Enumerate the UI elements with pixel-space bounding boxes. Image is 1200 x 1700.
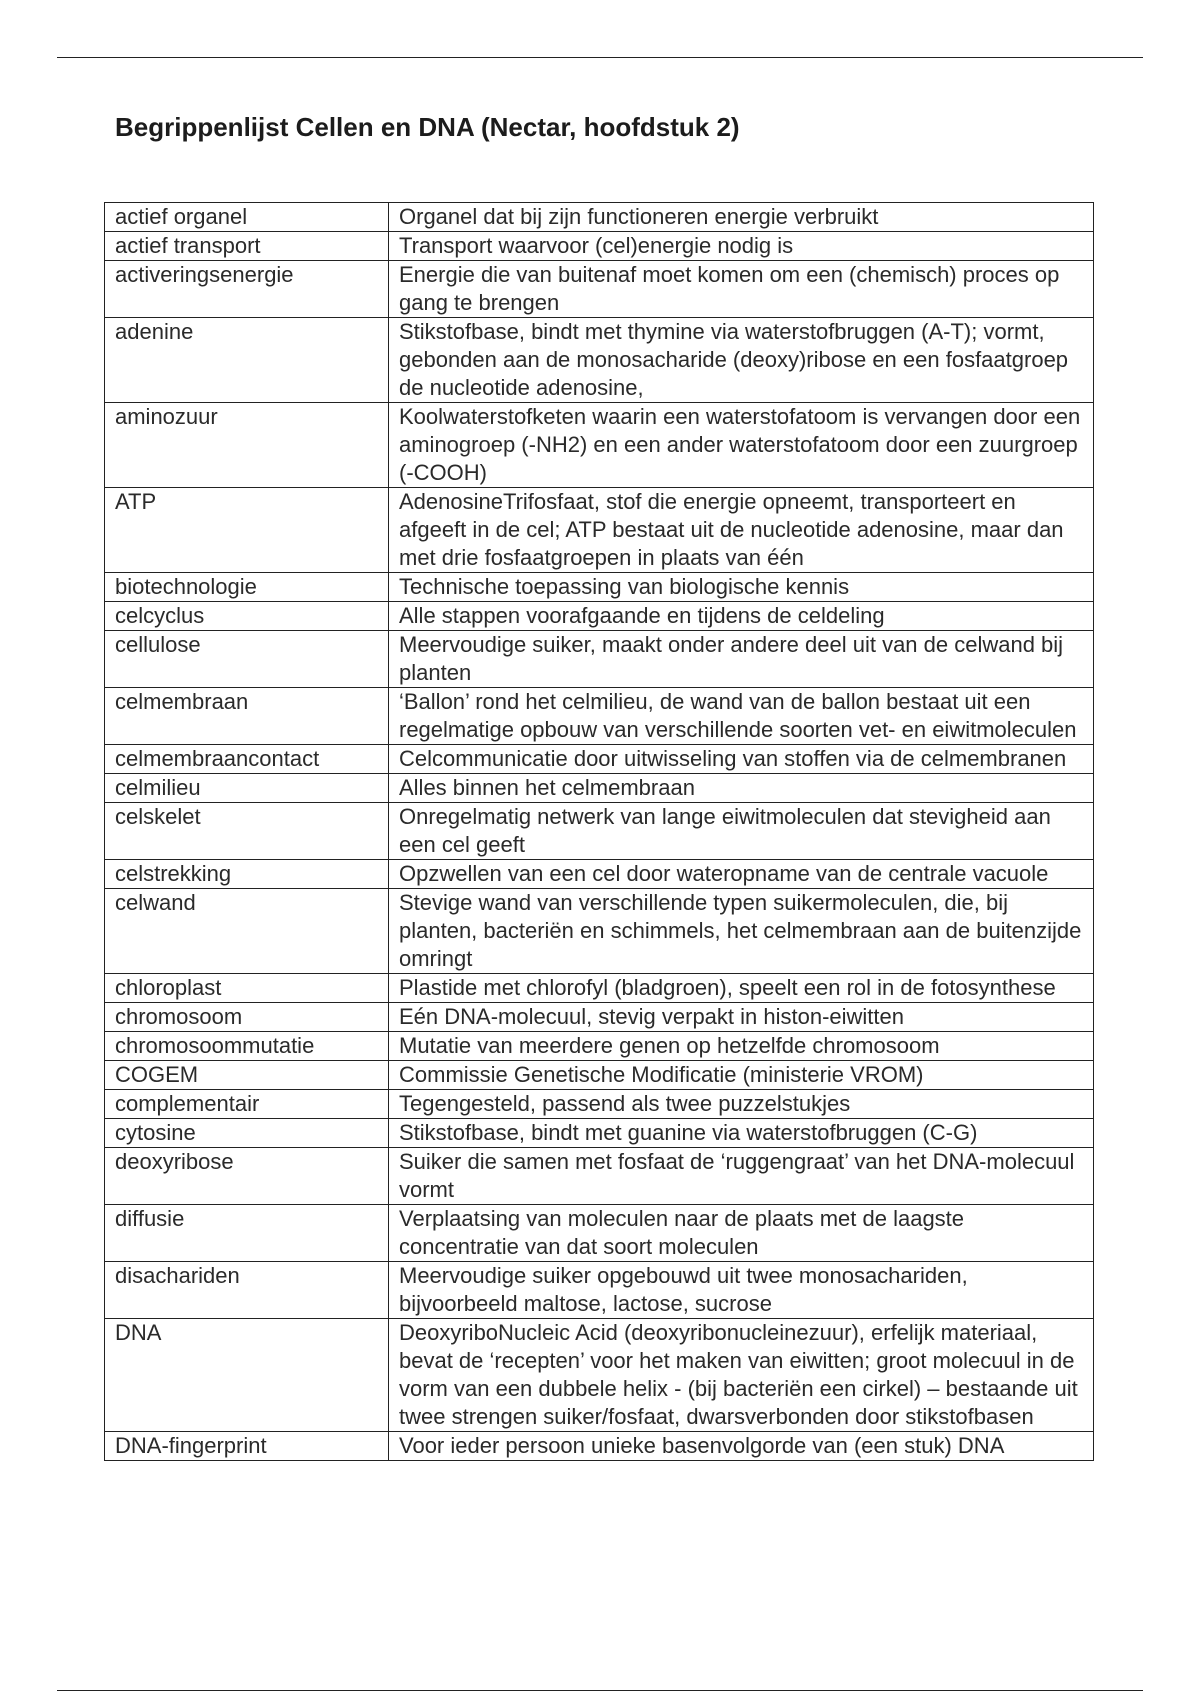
definition-cell: Alle stappen voorafgaande en tijdens de celdeling [389,602,1094,631]
term-cell: biotechnologie [105,573,389,602]
table-row [105,573,1094,602]
definition-cell: Alles binnen het celmembraan [389,774,1094,803]
table-row [105,318,1094,403]
term-cell: adenine [105,318,389,403]
term-cell: diffusie [105,1205,389,1262]
definition-cell: Transport waarvoor (cel)energie nodig is [389,232,1094,261]
term-cell: deoxyribose [105,1148,389,1205]
table-row [105,232,1094,261]
table-row [105,889,1094,974]
table-row [105,803,1094,860]
term-cell: celstrekking [105,860,389,889]
footer-rule [57,1690,1143,1691]
term-cell: cellulose [105,631,389,688]
term-cell: celmilieu [105,774,389,803]
term-cell: celcyclus [105,602,389,631]
table-row [105,860,1094,889]
table-row [105,1090,1094,1119]
table-row [105,1262,1094,1319]
term-cell: disachariden [105,1262,389,1319]
definition-cell: Energie die van buitenaf moet komen om een (chemisch) proces op gang te brengen [389,261,1094,318]
definition-cell: Mutatie van meerdere genen op hetzelfde chromosoom [389,1032,1094,1061]
definition-cell: Stikstofbase, bindt met guanine via waterstofbruggen (C-G) [389,1119,1094,1148]
table-row [105,774,1094,803]
definition-cell: Eén DNA-molecuul, stevig verpakt in histon-eiwitten [389,1003,1094,1032]
definition-cell: Stikstofbase, bindt met thymine via waterstofbruggen (A-T); vormt, gebonden aan de monosacharide (deoxy)ribose en een fosfaatgroep de nucleotide adenosine, [389,318,1094,403]
term-cell: DNA-fingerprint [105,1432,389,1461]
table-row [105,261,1094,318]
header-rule [57,57,1143,58]
table-row [105,1119,1094,1148]
definition-cell: Celcommunicatie door uitwisseling van stoffen via de celmembranen [389,745,1094,774]
definition-cell: Stevige wand van verschillende typen suikermoleculen, die, bij planten, bacteriën en schimmels, het celmembraan aan de buitenzijde omringt [389,889,1094,974]
definition-cell: DeoxyriboNucleic Acid (deoxyribonucleinezuur), erfelijk materiaal, bevat de ‘recepten’ voor het maken van eiwitten; groot molecuul in de vorm van een dubbele helix - (bij bacteriën een cirkel) – bestaande uit twee strengen suiker/fosfaat, dwarsverbonden door stikstofbasen [389,1319,1094,1432]
glossary-table [104,202,1094,1461]
table-row [105,745,1094,774]
definition-cell: Tegengesteld, passend als twee puzzelstukjes [389,1090,1094,1119]
definition-cell: Suiker die samen met fosfaat de ‘ruggengraat’ van het DNA-molecuul vormt [389,1148,1094,1205]
table-row [105,403,1094,488]
term-cell: cytosine [105,1119,389,1148]
definition-cell: ‘Ballon’ rond het celmilieu, de wand van de ballon bestaat uit een regelmatige opbouw van verschillende soorten vet- en eiwitmoleculen [389,688,1094,745]
term-cell: celmembraancontact [105,745,389,774]
term-cell: chromosoom [105,1003,389,1032]
definition-cell: Verplaatsing van moleculen naar de plaats met de laagste concentratie van dat soort moleculen [389,1205,1094,1262]
table-row [105,1205,1094,1262]
term-cell: actief organel [105,203,389,232]
term-cell: celwand [105,889,389,974]
term-cell: COGEM [105,1061,389,1090]
term-cell: complementair [105,1090,389,1119]
definition-cell: Voor ieder persoon unieke basenvolgorde van (een stuk) DNA [389,1432,1094,1461]
definition-cell: Commissie Genetische Modificatie (ministerie VROM) [389,1061,1094,1090]
term-cell: DNA [105,1319,389,1432]
definition-cell: Plastide met chlorofyl (bladgroen), speelt een rol in de fotosynthese [389,974,1094,1003]
table-row [105,1003,1094,1032]
table-row [105,203,1094,232]
term-cell: actief transport [105,232,389,261]
term-cell: ATP [105,488,389,573]
definition-cell: Onregelmatig netwerk van lange eiwitmoleculen dat stevigheid aan een cel geeft [389,803,1094,860]
table-row [105,1432,1094,1461]
glossary-body [105,203,1094,1461]
term-cell: celmembraan [105,688,389,745]
term-cell: chloroplast [105,974,389,1003]
definition-cell: Meervoudige suiker, maakt onder andere deel uit van de celwand bij planten [389,631,1094,688]
table-row [105,1148,1094,1205]
table-row [105,602,1094,631]
table-row [105,688,1094,745]
definition-cell: Technische toepassing van biologische kennis [389,573,1094,602]
definition-cell: Opzwellen van een cel door wateropname van de centrale vacuole [389,860,1094,889]
term-cell: chromosoommutatie [105,1032,389,1061]
page-title: Begrippenlijst Cellen en DNA (Nectar, hoofdstuk 2) [115,112,740,142]
table-row [105,974,1094,1003]
definition-cell: Koolwaterstofketen waarin een waterstofatoom is vervangen door een aminogroep (-NH2) en een ander waterstofatoom door een zuurgroep (-COOH) [389,403,1094,488]
table-row [105,488,1094,573]
table-row [105,631,1094,688]
term-cell: celskelet [105,803,389,860]
definition-cell: AdenosineTrifosfaat, stof die energie opneemt, transporteert en afgeeft in de cel; ATP bestaat uit de nucleotide adenosine, maar dan met drie fosfaatgroepen in plaats van één [389,488,1094,573]
table-row [105,1319,1094,1432]
table-row [105,1032,1094,1061]
term-cell: aminozuur [105,403,389,488]
definition-cell: Meervoudige suiker opgebouwd uit twee monosachariden, bijvoorbeeld maltose, lactose, sucrose [389,1262,1094,1319]
table-row [105,1061,1094,1090]
term-cell: activeringsenergie [105,261,389,318]
definition-cell: Organel dat bij zijn functioneren energie verbruikt [389,203,1094,232]
